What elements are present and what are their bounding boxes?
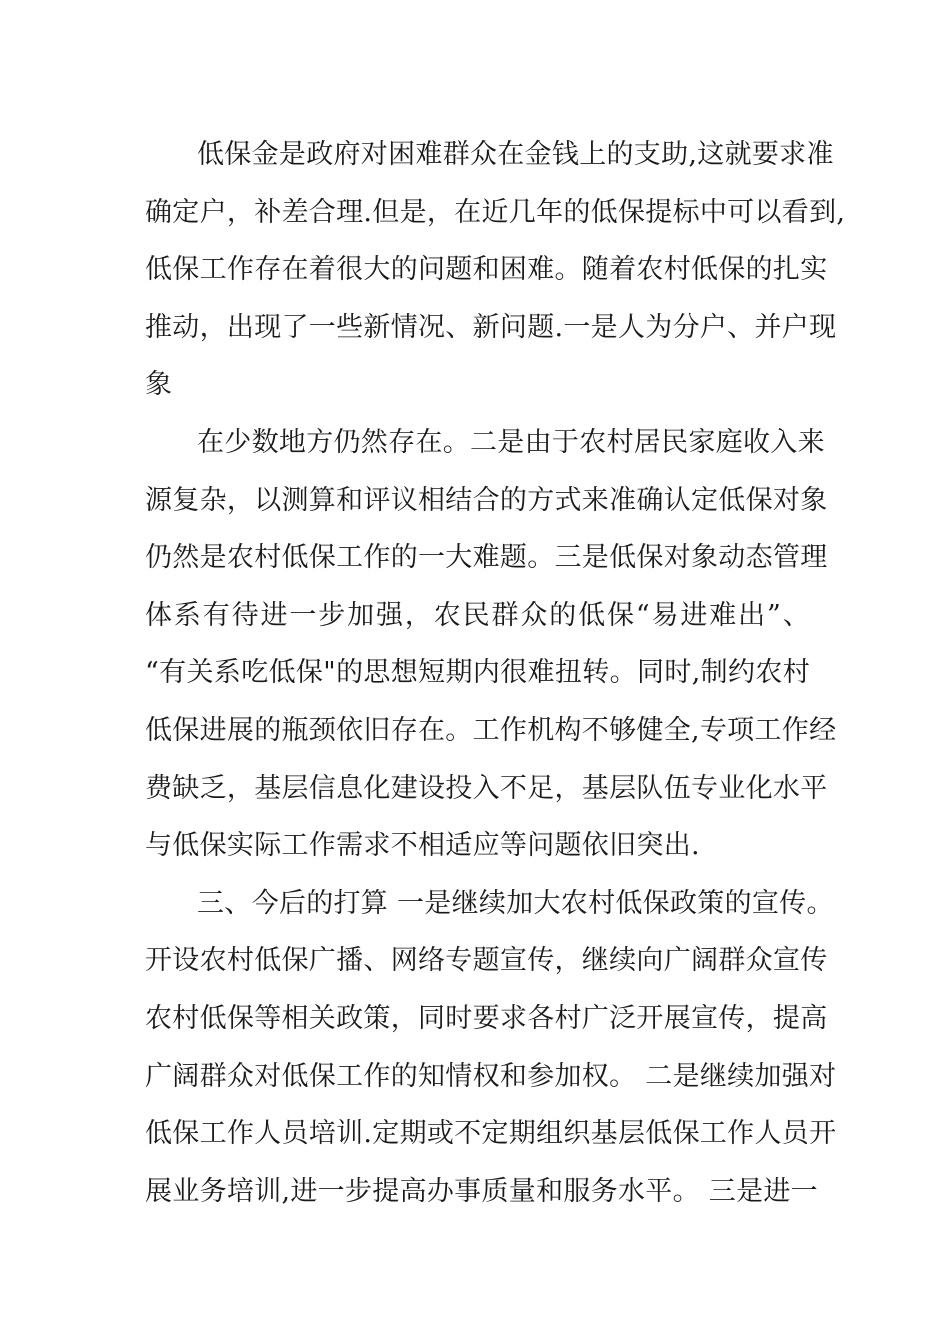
- text-line: 费缺乏，基层信息化建设投入不足，基层队伍专业化水平: [145, 772, 828, 804]
- text-line: 仍然是农村低保工作的一大难题。三是低保对象动态管理: [145, 542, 828, 574]
- document-body: [145, 126, 846, 1220]
- text-line: 与低保实际工作需求不相适应等问题依旧突出.: [145, 830, 700, 862]
- paragraph-2: [145, 414, 837, 875]
- paragraph-3: [145, 875, 837, 1221]
- text-line: 确定户，补差合理.但是，在近几年的低保提标中可以看到,: [145, 196, 846, 228]
- text-line: 低保工作存在着很大的问题和困难。随着农村低保的扎实: [145, 254, 828, 286]
- text-line: 源复杂，以测算和评议相结合的方式来准确认定低保对象: [145, 484, 828, 516]
- text-line: 低保工作人员培训.定期或不定期组织基层低保工作人员开: [145, 1118, 837, 1150]
- text-line: 在少数地方仍然存在。二是由于农村居民家庭收入来: [197, 426, 825, 458]
- paragraph-1: [145, 126, 846, 414]
- text-line: 三、今后的打算 一是继续加大农村低保政策的宣传。: [197, 887, 834, 919]
- text-line: 低保金是政府对困难群众在金钱上的支助,这就要求准: [197, 139, 834, 170]
- text-line: 低保进展的瓶颈依旧存在。工作机构不够健全,专项工作经: [145, 714, 837, 746]
- text-line: “有关系吃低保"的思想短期内很难扭转。同时,制约农村: [145, 657, 810, 689]
- text-line: 展业务培训,进一步提高办事质量和服务水平。 三是进一: [145, 1175, 818, 1207]
- text-line: 农村低保等相关政策，同时要求各村广泛开展宣传，提高: [145, 1002, 828, 1034]
- text-line: 体系有待进一步加强，农民群众的低保“易进难出”、: [145, 599, 810, 631]
- text-line: 象: [145, 369, 173, 401]
- text-line: 广阔群众对低保工作的知情权和参加权。 二是继续加强对: [145, 1060, 837, 1092]
- text-line: 开设农村低保广播、网络专题宣传，继续向广阔群众宣传: [145, 945, 828, 977]
- text-line: 推动，出现了一些新情况、新问题.一是人为分户、并户现: [145, 311, 837, 343]
